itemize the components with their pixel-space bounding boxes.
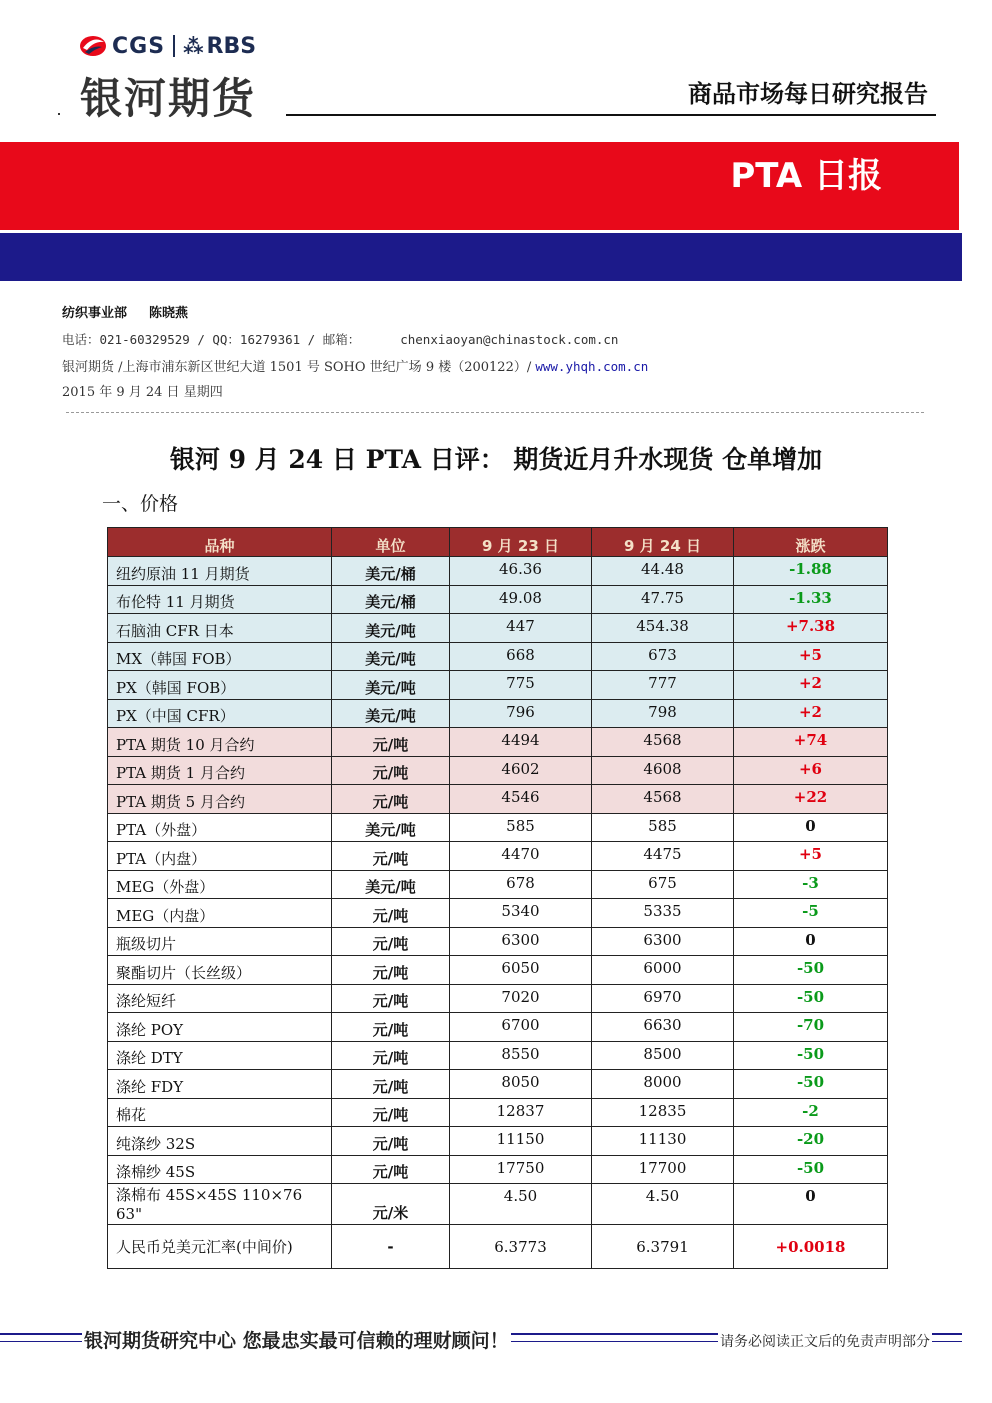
- cell-change: -50: [734, 984, 888, 1013]
- footer-disclaimer-note: 请务必阅读正文后的免责声明部分: [718, 1331, 932, 1351]
- decorative-dot: [58, 113, 60, 115]
- cell-change: +6: [734, 756, 888, 785]
- company-address: 银河期货 /上海市浦东新区世纪大道 1501 号 SOHO 世纪广场 9 楼（200122）/: [62, 360, 536, 375]
- table-row: [108, 557, 888, 586]
- cell-variety: MX（韩国 FOB）: [108, 642, 332, 671]
- table-row: [108, 614, 888, 643]
- cell-change: +5: [734, 842, 888, 871]
- cell-change: -50: [734, 1041, 888, 1070]
- cell-change: 0: [734, 1184, 888, 1225]
- cell-unit: 元/吨: [332, 1127, 450, 1156]
- table-row: [108, 1225, 888, 1269]
- contact-info: 电话：021-60329529 / QQ：16279361 / 邮箱：: [62, 332, 361, 347]
- cell-date1-value: 17750: [450, 1155, 592, 1184]
- cell-change: 0: [734, 813, 888, 842]
- cell-date1-value: 4546: [450, 785, 592, 814]
- cell-unit: 元/吨: [332, 785, 450, 814]
- table-row: [108, 956, 888, 985]
- cell-date1-value: 8050: [450, 1070, 592, 1099]
- cell-date1-value: 6300: [450, 927, 592, 956]
- cell-variety: PTA（外盘）: [108, 813, 332, 842]
- cell-unit: 美元/吨: [332, 614, 450, 643]
- cell-unit: 美元/吨: [332, 699, 450, 728]
- cell-variety: PTA 期货 10 月合约: [108, 728, 332, 757]
- cell-change: -20: [734, 1127, 888, 1156]
- cell-unit: 元/吨: [332, 842, 450, 871]
- cell-variety: 人民币兑美元汇率(中间价): [108, 1225, 332, 1269]
- cell-unit: 元/吨: [332, 728, 450, 757]
- cell-date1-value: 4.50: [450, 1184, 592, 1225]
- cell-date1-value: 668: [450, 642, 592, 671]
- header-variety: 品种: [108, 528, 332, 557]
- company-logo-name: 银河期货: [80, 74, 257, 123]
- cell-unit: 元/吨: [332, 1070, 450, 1099]
- cell-unit: 元/吨: [332, 1098, 450, 1127]
- cgs-swirl-icon: [78, 33, 108, 59]
- cell-unit: 美元/吨: [332, 813, 450, 842]
- cell-variety: 棉花: [108, 1098, 332, 1127]
- cell-unit: 美元/吨: [332, 671, 450, 700]
- cell-variety: 纯涤纱 32S: [108, 1127, 332, 1156]
- cell-date1-value: 6700: [450, 1013, 592, 1042]
- cell-change: -1.33: [734, 585, 888, 614]
- cell-variety: 石脑油 CFR 日本: [108, 614, 332, 643]
- cell-change: +0.0018: [734, 1225, 888, 1269]
- table-row: [108, 785, 888, 814]
- table-row: [108, 1041, 888, 1070]
- table-row: [108, 1013, 888, 1042]
- cell-variety: 涤纶 DTY: [108, 1041, 332, 1070]
- cell-date2-value: 4568: [592, 728, 734, 757]
- cell-change: +22: [734, 785, 888, 814]
- cell-date2-value: 673: [592, 642, 734, 671]
- footer-slogan: 银河期货研究中心 您最忠实最可信赖的理财顾问！: [82, 1326, 511, 1353]
- cell-variety: PX（中国 CFR）: [108, 699, 332, 728]
- cell-change: -3: [734, 870, 888, 899]
- cell-unit: 元/吨: [332, 1041, 450, 1070]
- cell-unit: 元/米: [332, 1184, 450, 1225]
- cell-variety: PX（韩国 FOB）: [108, 671, 332, 700]
- cell-variety: 聚酯切片（长丝级）: [108, 956, 332, 985]
- cell-date1-value: 49.08: [450, 585, 592, 614]
- dashed-divider: [66, 412, 924, 413]
- cell-date2-value: 8500: [592, 1041, 734, 1070]
- cell-variety: PTA（内盘）: [108, 842, 332, 871]
- report-type-title: 商品市场每日研究报告: [688, 80, 928, 108]
- header-date2: 9 月 24 日: [592, 528, 734, 557]
- cell-change: -50: [734, 1070, 888, 1099]
- cell-date2-value: 47.75: [592, 585, 734, 614]
- cell-variety: PTA 期货 5 月合约: [108, 785, 332, 814]
- cell-date1-value: 447: [450, 614, 592, 643]
- cell-date1-value: 12837: [450, 1098, 592, 1127]
- cell-variety: 涤纶 POY: [108, 1013, 332, 1042]
- report-date: 2015 年 9 月 24 日 星期四: [62, 385, 223, 400]
- table-row: [108, 585, 888, 614]
- cell-date2-value: 4568: [592, 785, 734, 814]
- cell-date1-value: 796: [450, 699, 592, 728]
- cell-change: +7.38: [734, 614, 888, 643]
- article-title: 银河 9 月 24 日 PTA 日评： 期货近月升水现货 仓单增加: [169, 445, 823, 474]
- cell-variety: 涤棉布 45S×45S 110×76 63": [108, 1184, 332, 1225]
- cell-date1-value: 6.3773: [450, 1225, 592, 1269]
- cell-change: 0: [734, 927, 888, 956]
- table-row: [108, 927, 888, 956]
- cell-change: -1.88: [734, 557, 888, 586]
- address-line: [62, 356, 648, 375]
- cell-variety: MEG（内盘）: [108, 899, 332, 928]
- cell-unit: 元/吨: [332, 756, 450, 785]
- table-row: [108, 870, 888, 899]
- price-table: [107, 527, 888, 1269]
- cell-date2-value: 454.38: [592, 614, 734, 643]
- cell-change: -5: [734, 899, 888, 928]
- cell-variety: 涤棉纱 45S: [108, 1155, 332, 1184]
- table-row: [108, 984, 888, 1013]
- navy-banner: [0, 233, 962, 281]
- cell-unit: 美元/吨: [332, 642, 450, 671]
- cell-date1-value: 4602: [450, 756, 592, 785]
- cell-date2-value: 8000: [592, 1070, 734, 1099]
- cell-date2-value: 4608: [592, 756, 734, 785]
- cell-unit: -: [332, 1225, 450, 1269]
- cell-date1-value: 5340: [450, 899, 592, 928]
- cell-date1-value: 4494: [450, 728, 592, 757]
- cell-unit: 元/吨: [332, 899, 450, 928]
- cell-date1-value: 11150: [450, 1127, 592, 1156]
- author-email[interactable]: chenxiaoyan@chinastock.com.cn: [400, 332, 619, 347]
- cell-date1-value: 8550: [450, 1041, 592, 1070]
- cell-date2-value: 4475: [592, 842, 734, 871]
- table-row: [108, 1127, 888, 1156]
- cell-unit: 元/吨: [332, 1155, 450, 1184]
- cell-unit: 美元/桶: [332, 557, 450, 586]
- cell-change: +2: [734, 699, 888, 728]
- cell-date2-value: 585: [592, 813, 734, 842]
- header-change: 涨跌: [734, 528, 888, 557]
- table-row: [108, 642, 888, 671]
- cell-change: -50: [734, 1155, 888, 1184]
- cell-unit: 元/吨: [332, 956, 450, 985]
- cell-date2-value: 11130: [592, 1127, 734, 1156]
- cell-date2-value: 798: [592, 699, 734, 728]
- table-row: [108, 1184, 888, 1225]
- table-row: [108, 899, 888, 928]
- logo-rbs-text: RBS: [206, 33, 257, 59]
- cell-change: +5: [734, 642, 888, 671]
- cell-date2-value: 6000: [592, 956, 734, 985]
- section-heading: 一、价格: [102, 493, 179, 515]
- table-row: [108, 1070, 888, 1099]
- cell-date1-value: 4470: [450, 842, 592, 871]
- company-logo-top: [78, 30, 256, 62]
- cell-change: -70: [734, 1013, 888, 1042]
- cell-date2-value: 6300: [592, 927, 734, 956]
- cell-change: -2: [734, 1098, 888, 1127]
- cell-change: -50: [734, 956, 888, 985]
- cell-date2-value: 777: [592, 671, 734, 700]
- cell-change: +74: [734, 728, 888, 757]
- table-header-row: [108, 528, 888, 557]
- table-row: [108, 1098, 888, 1127]
- cell-date2-value: 6970: [592, 984, 734, 1013]
- cell-variety: 涤纶 FDY: [108, 1070, 332, 1099]
- cell-variety: 布伦特 11 月期货: [108, 585, 332, 614]
- cell-date2-value: 44.48: [592, 557, 734, 586]
- cell-date2-value: 675: [592, 870, 734, 899]
- cell-date1-value: 6050: [450, 956, 592, 985]
- table-row: [108, 813, 888, 842]
- cell-variety: PTA 期货 1 月合约: [108, 756, 332, 785]
- cell-change: +2: [734, 671, 888, 700]
- cell-variety: MEG（外盘）: [108, 870, 332, 899]
- cell-unit: 元/吨: [332, 927, 450, 956]
- contact-line: [62, 330, 618, 348]
- cell-date1-value: 678: [450, 870, 592, 899]
- table-row: [108, 756, 888, 785]
- table-row: [108, 671, 888, 700]
- cell-date2-value: 5335: [592, 899, 734, 928]
- cell-variety: 涤纶短纤: [108, 984, 332, 1013]
- header-unit: 单位: [332, 528, 450, 557]
- header-divider: [286, 114, 936, 116]
- cell-date1-value: 46.36: [450, 557, 592, 586]
- table-row: [108, 699, 888, 728]
- header-date1: 9 月 23 日: [450, 528, 592, 557]
- cell-unit: 元/吨: [332, 1013, 450, 1042]
- logo-cgs-text: CGS: [112, 33, 166, 59]
- cell-date1-value: 775: [450, 671, 592, 700]
- company-website-link[interactable]: www.yhqh.com.cn: [535, 359, 649, 374]
- cell-date2-value: 12835: [592, 1098, 734, 1127]
- cell-date2-value: 4.50: [592, 1184, 734, 1225]
- cell-date1-value: 7020: [450, 984, 592, 1013]
- cell-unit: 美元/桶: [332, 585, 450, 614]
- table-row: [108, 842, 888, 871]
- report-name: PTA 日报: [730, 156, 882, 196]
- table-row: [108, 1155, 888, 1184]
- rbs-mark-icon: ⁂: [183, 34, 204, 58]
- logo-separator: [173, 35, 175, 57]
- author-department: 纺织事业部: [62, 306, 128, 321]
- cell-date2-value: 6630: [592, 1013, 734, 1042]
- cell-unit: 元/吨: [332, 984, 450, 1013]
- table-row: [108, 728, 888, 757]
- cell-date1-value: 585: [450, 813, 592, 842]
- author-name: 陈晓燕: [149, 306, 189, 321]
- cell-unit: 美元/吨: [332, 870, 450, 899]
- cell-variety: 纽约原油 11 月期货: [108, 557, 332, 586]
- author-line: [62, 302, 188, 321]
- cell-date2-value: 6.3791: [592, 1225, 734, 1269]
- cell-date2-value: 17700: [592, 1155, 734, 1184]
- price-table-body: [108, 557, 888, 1269]
- cell-variety: 瓶级切片: [108, 927, 332, 956]
